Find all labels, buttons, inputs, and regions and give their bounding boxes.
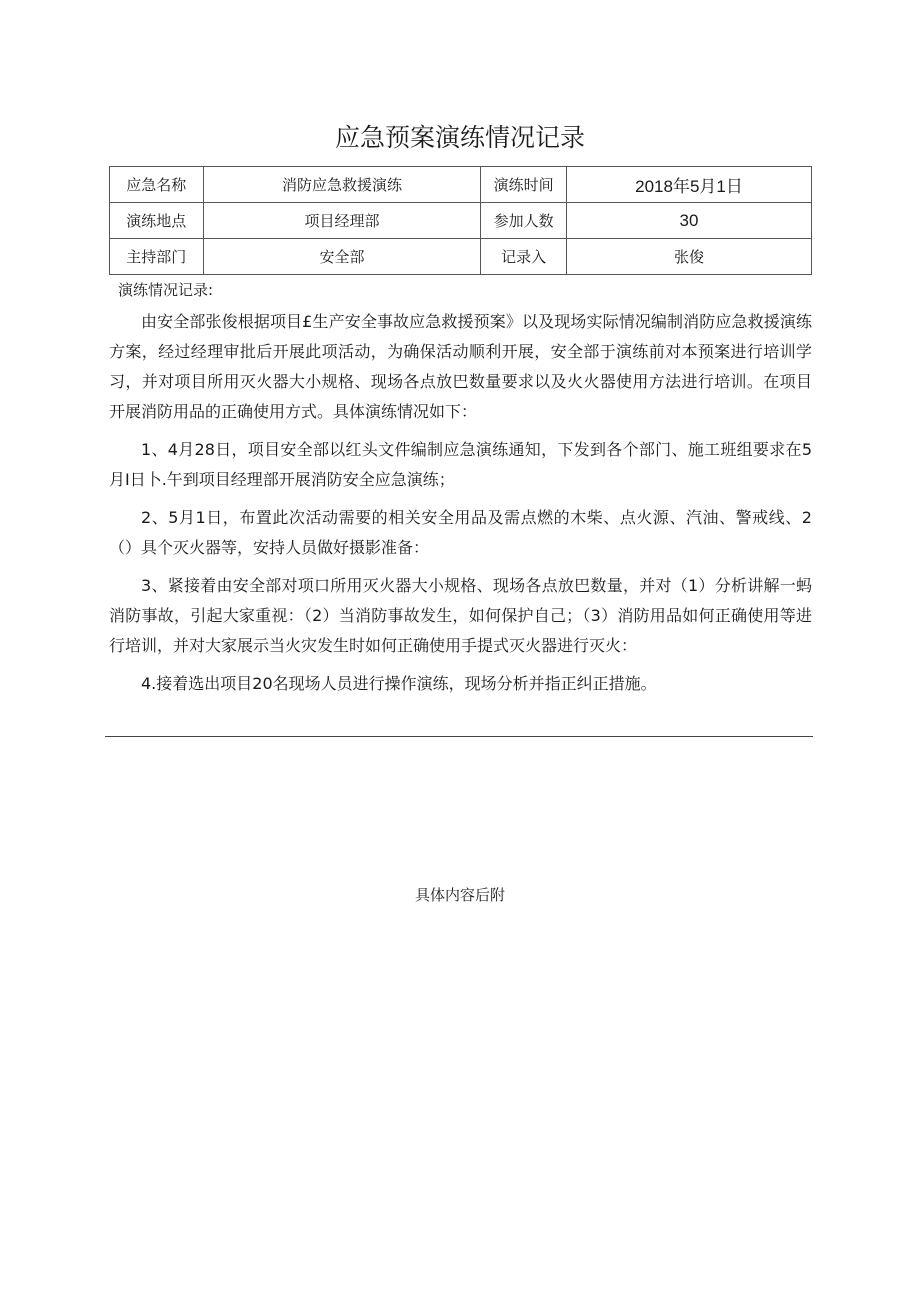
record-label: 演练情况记录: (118, 281, 214, 299)
table-row (110, 167, 812, 203)
record-body (109, 307, 812, 707)
table-cell-value: 2018年5月1日 (566, 167, 811, 203)
table-row (110, 203, 812, 239)
table-cell-value: 安全部 (203, 239, 481, 275)
table-cell-label: 记录入 (481, 239, 567, 275)
paragraph: 3、紧接着由安全部对项口所用灭火器大小规格、现场各点放巴数量，并对（1）分析讲解一蚂消防事故，引起大家重视：（2）当消防事故发生，如何保护自己；（3）消防用品如何正确使用等进行培训，并对大家展示当火灾发生时如何正确使用手提式灭火器进行灭火： (109, 576, 812, 655)
table-cell-value: 项目经理部 (203, 203, 481, 239)
table-cell-value: 30 (566, 203, 811, 239)
page-title: 应急预案演练情况记录 (334, 123, 585, 152)
table-cell-value: 张俊 (566, 239, 811, 275)
paragraph: 由安全部张俊根据项目£生产安全事故应急救援预案》以及现场实际情况编制消防应急救援演练方案，经过经理审批后开展此项活动，为确保活动顺利开展，安全部于演练前对本预案进行培训学习，并对项目所用灭火器大小规格、现场各点放巴数量要求以及火火器使用方法进行培训。在项目开展消防用品的正确使用方式。具体演练情况如下： (109, 312, 812, 421)
table-cell-label: 应急名称 (110, 167, 204, 203)
paragraph: 2、5月1日，布置此次活动需要的相关安全用品及需点燃的木柴、点火源、汽油、警戒线、2（）具个灭火器等，安持人员做好摄影准备： (109, 508, 812, 557)
bottom-rule (105, 736, 813, 737)
table-cell-label: 演练地点 (110, 203, 204, 239)
table-cell-label: 参加人数 (481, 203, 567, 239)
table-row (110, 239, 812, 275)
table-cell-label: 主持部门 (110, 239, 204, 275)
info-table (109, 166, 812, 275)
paragraph: 1、4月28日，项目安全部以红头文件编制应急演练通知，下发到各个部门、施工班组要求在5月I日卜.午到项目经理部开展消防安全应急演练； (109, 440, 812, 489)
table-cell-label: 演练时间 (481, 167, 567, 203)
table-cell-value: 消防应急救援演练 (203, 167, 481, 203)
footer-note: 具体内容后附 (414, 886, 505, 904)
paragraph: 4.接着选出项目20名现场人员进行操作演练，现场分析并指正纠正措施。 (141, 674, 657, 693)
